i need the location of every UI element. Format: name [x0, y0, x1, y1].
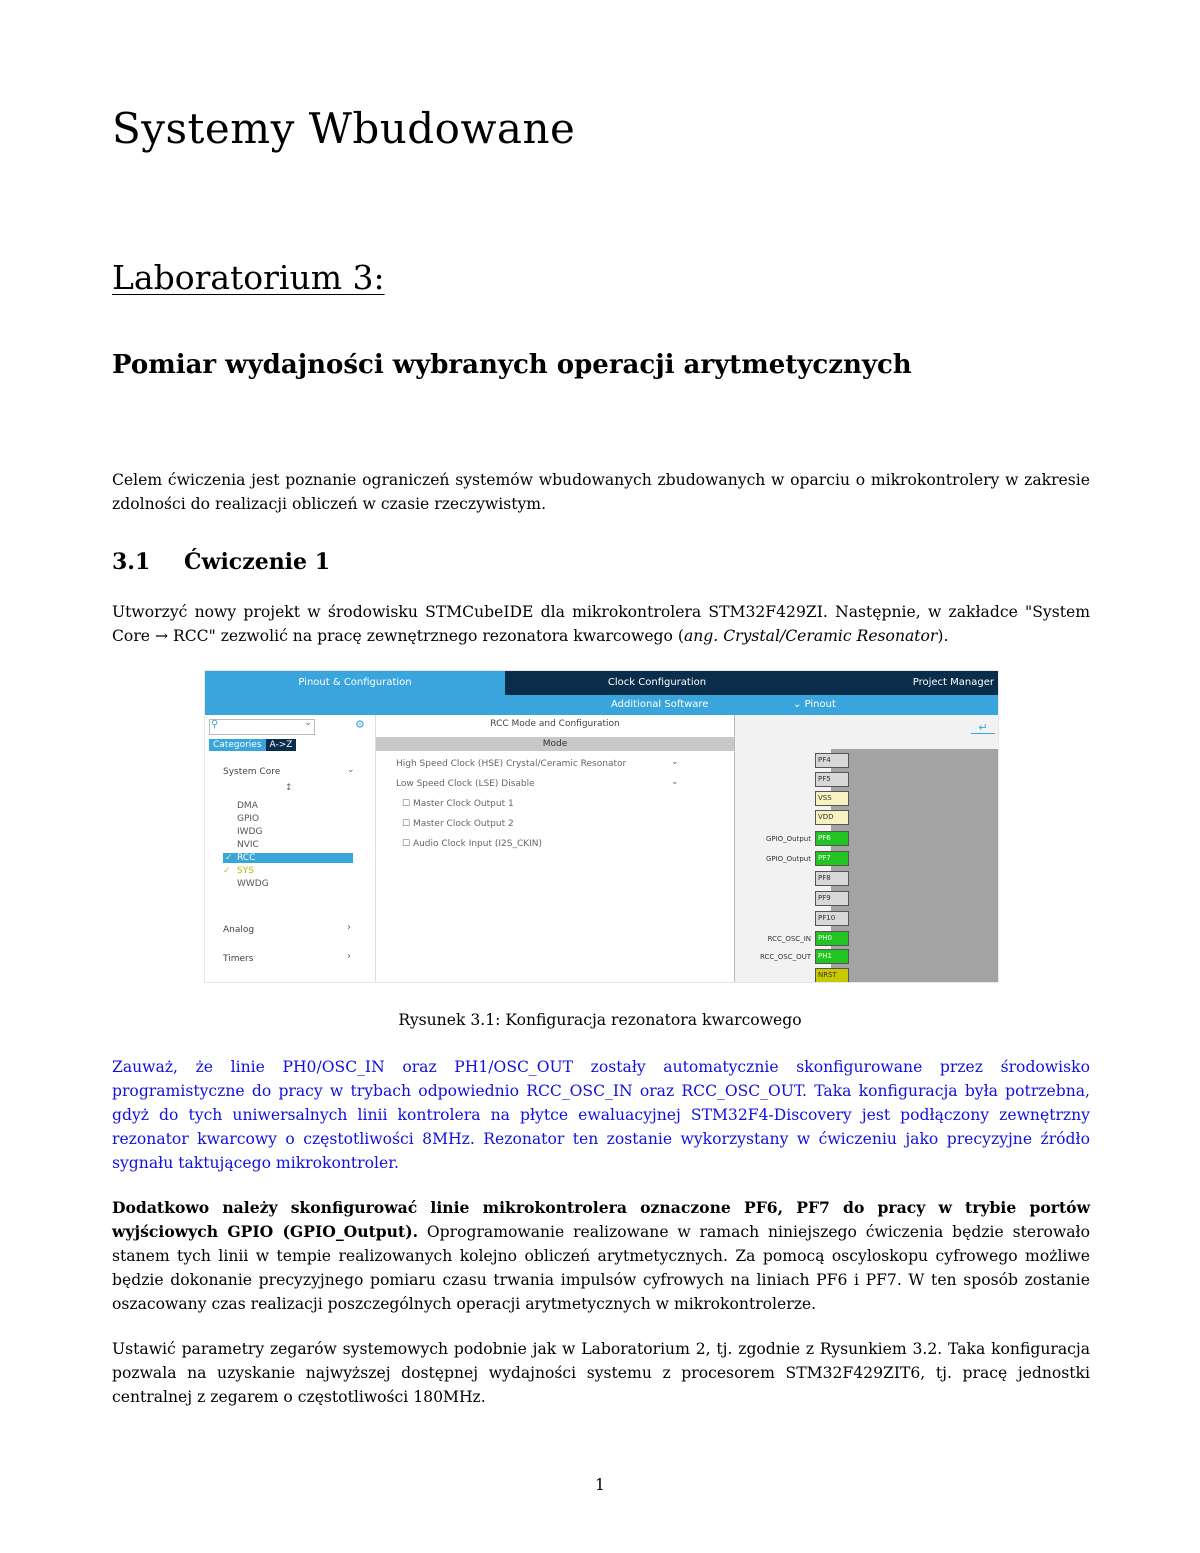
chevron-down-icon: ⌄: [304, 718, 312, 728]
tab-categories[interactable]: Categories: [209, 739, 266, 751]
rcc-mode-header: RCC Mode and Configuration: [490, 719, 620, 729]
figure-caption: Rysunek 3.1: Konfiguracja rezonatora kwarcowego: [398, 1011, 802, 1029]
group-analog[interactable]: Analog: [223, 925, 255, 935]
group-timers[interactable]: Timers: [223, 954, 254, 964]
rcc-mode-panel: [376, 715, 735, 983]
instruction-end: ).: [937, 627, 949, 645]
section-heading: [112, 549, 330, 575]
additional-software-button[interactable]: Additional Software: [611, 699, 709, 710]
list-item-nvic[interactable]: NVIC: [237, 840, 259, 850]
note-paragraph: Zauważ, że linie PH0/OSC_IN oraz PH1/OSC_OUT zostały automatycznie skonfigurowane przez środowisko programistyczne do pracy w trybach odpowiednio RCC_OSC_IN oraz RCC_OSC_OUT. Taka konfiguracja była potrzebna, gdyż do tych uniwersalnych linii kontrolera na płytce ewaluacyjnej STM32F4-Discovery jest podłączony zewnętrzny rezonator kwarcowy o częstotliwości 8MHz. Rezonator ten zostanie wykorzystany w ćwiczeniu jako precyzyjne źródło sygnału taktującego mikrokontroler.: [112, 1058, 1090, 1172]
list-item-dma[interactable]: DMA: [237, 801, 258, 811]
pin-pf9[interactable]: PF9: [815, 891, 849, 906]
list-item-gpio[interactable]: GPIO: [237, 814, 260, 824]
clock-paragraph: Ustawić parametry zegarów systemowych podobnie jak w Laboratorium 2, tj. zgodnie z Rysunkiem 3.2. Taka konfiguracja pozwala na uzyskanie najwyższej dostępnej wydajności systemu z procesorem STM32F429ZIT6, tj. pracę jednostki centralnej z zegarem o częstotliwości 180MHz.: [112, 1340, 1090, 1406]
pin-pf5[interactable]: PF5: [815, 772, 849, 787]
list-item-rcc-label: RCC: [237, 853, 256, 863]
tab-pinout-configuration[interactable]: Pinout & Configuration: [205, 671, 505, 695]
list-item-iwdg[interactable]: IWDG: [237, 827, 263, 837]
mco2-label: Master Clock Output 2: [412, 819, 514, 829]
chevron-down-icon[interactable]: ⌄: [671, 757, 679, 767]
tab-a-z[interactable]: A->Z: [266, 739, 297, 751]
tab-clock-configuration[interactable]: Clock Configuration: [507, 671, 807, 695]
mco2-checkbox[interactable]: [402, 819, 514, 829]
pin-label-ph1: RCC_OSC_OUT: [759, 953, 811, 961]
expand-icon[interactable]: ↵: [971, 721, 995, 734]
mode-bar: Mode: [376, 737, 734, 751]
list-item-wwdg[interactable]: WWDG: [237, 879, 269, 889]
pin-nrst[interactable]: NRST: [815, 968, 849, 983]
category-tabs: [209, 739, 296, 751]
checkbox-icon: ☐: [402, 819, 413, 829]
instruction-paragraph: [112, 600, 1090, 648]
page-number: 1: [595, 1476, 605, 1494]
checkbox-icon: ☐: [402, 839, 413, 849]
document-title: Systemy Wbudowane: [112, 104, 576, 153]
mco1-checkbox[interactable]: [402, 799, 514, 809]
pin-label-pf6: GPIO_Output: [765, 835, 811, 843]
mco1-label: Master Clock Output 1: [412, 799, 514, 809]
sort-icon[interactable]: ↕: [285, 783, 293, 793]
pin-label-pf7: GPIO_Output: [765, 855, 811, 863]
sub-toolbar: [205, 695, 999, 715]
chevron-right-icon[interactable]: ›: [347, 922, 351, 933]
list-item-sys[interactable]: [223, 866, 254, 876]
checkbox-icon: ☐: [402, 799, 413, 809]
pin-vdd[interactable]: VDD: [815, 810, 849, 825]
pin-pf4[interactable]: PF4: [815, 753, 849, 768]
gpio-description: Oprogramowanie realizowane w ramach niniejszego ćwiczenia będzie sterowało stanem tych linii w tempie realizowanych kolejno obliczeń arytmetycznych. Za pomocą oscyloskopu cyfrowego możliwe będzie dokonanie precyzyjnego pomiaru czasu trwania impulsów cyfrowych na liniach PF6 i PF7. W ten sposób zostanie oszacowany czas realizacji poszczególnych operacji arytmetycznych w mikrokontrolerze.: [112, 1223, 1091, 1313]
tab-project-manager[interactable]: Project Manager: [809, 671, 999, 695]
tab-bar: [205, 671, 999, 695]
pin-label-ph0: RCC_OSC_IN: [767, 935, 811, 943]
chevron-down-icon[interactable]: ⌄: [347, 765, 355, 775]
search-icon: ⚲: [211, 719, 219, 730]
list-item-sys-label: SYS: [237, 866, 254, 876]
gear-icon[interactable]: ⚙: [355, 718, 365, 731]
pin-ph1[interactable]: PH1: [815, 949, 849, 964]
pin-vss[interactable]: VSS: [815, 791, 849, 806]
check-icon: ✓: [223, 866, 231, 876]
pin-ph0[interactable]: PH0: [815, 931, 849, 946]
instruction-english-term: ang. Crystal/Ceramic Resonator: [683, 627, 938, 645]
lse-select[interactable]: Low Speed Clock (LSE) Disable: [396, 779, 535, 789]
chevron-right-icon[interactable]: ›: [347, 951, 351, 962]
intro-paragraph: Celem ćwiczenia jest poznanie ograniczeń systemów wbudowanych zbudowanych w oparciu o mikrokontrolery w zakresie zdolności do realizacji obliczeń w czasie rzeczywistym.: [112, 471, 1090, 513]
figure-rcc-configuration: [204, 670, 999, 983]
section-number: 3.1: [112, 549, 151, 575]
instruction-text: Utworzyć nowy projekt w środowisku STMCubeIDE dla mikrokontrolera STM32F429ZI. Następnie, w zakładce "System Core → RCC" zezwolić na pracę zewnętrznego rezonatora kwarcowego (: [112, 603, 1090, 645]
lab-title: Laboratorium 3:: [112, 258, 385, 297]
pin-pf10[interactable]: PF10: [815, 911, 849, 926]
list-item-rcc[interactable]: [223, 853, 353, 863]
chevron-down-icon[interactable]: ⌄: [671, 777, 679, 787]
mcu-chip-body: [831, 749, 999, 983]
hse-select[interactable]: High Speed Clock (HSE) Crystal/Ceramic Resonator: [396, 759, 627, 769]
check-icon: ✓: [225, 853, 233, 863]
group-system-core[interactable]: System Core: [223, 767, 281, 777]
i2s-ckin-label: Audio Clock Input (I2S_CKIN): [412, 839, 543, 849]
categories-panel: [205, 715, 376, 983]
pin-pf6[interactable]: PF6: [815, 831, 849, 846]
i2s-ckin-checkbox[interactable]: [402, 839, 542, 849]
lab-subtitle: Pomiar wydajności wybranych operacji arytmetycznych: [112, 350, 912, 380]
section-title: Ćwiczenie 1: [184, 549, 331, 575]
search-input[interactable]: [209, 719, 315, 735]
gpio-paragraph: [112, 1196, 1090, 1316]
pinout-dropdown[interactable]: ⌄ Pinout: [793, 699, 836, 710]
pin-pf8[interactable]: PF8: [815, 871, 849, 886]
pin-pf7[interactable]: PF7: [815, 851, 849, 866]
gpio-requirement: Dodatkowo należy skonfigurować linie mikrokontrolera oznaczone PF6, PF7 do pracy w trybie portów wyjściowych GPIO (GPIO_Output).: [112, 1198, 1090, 1241]
